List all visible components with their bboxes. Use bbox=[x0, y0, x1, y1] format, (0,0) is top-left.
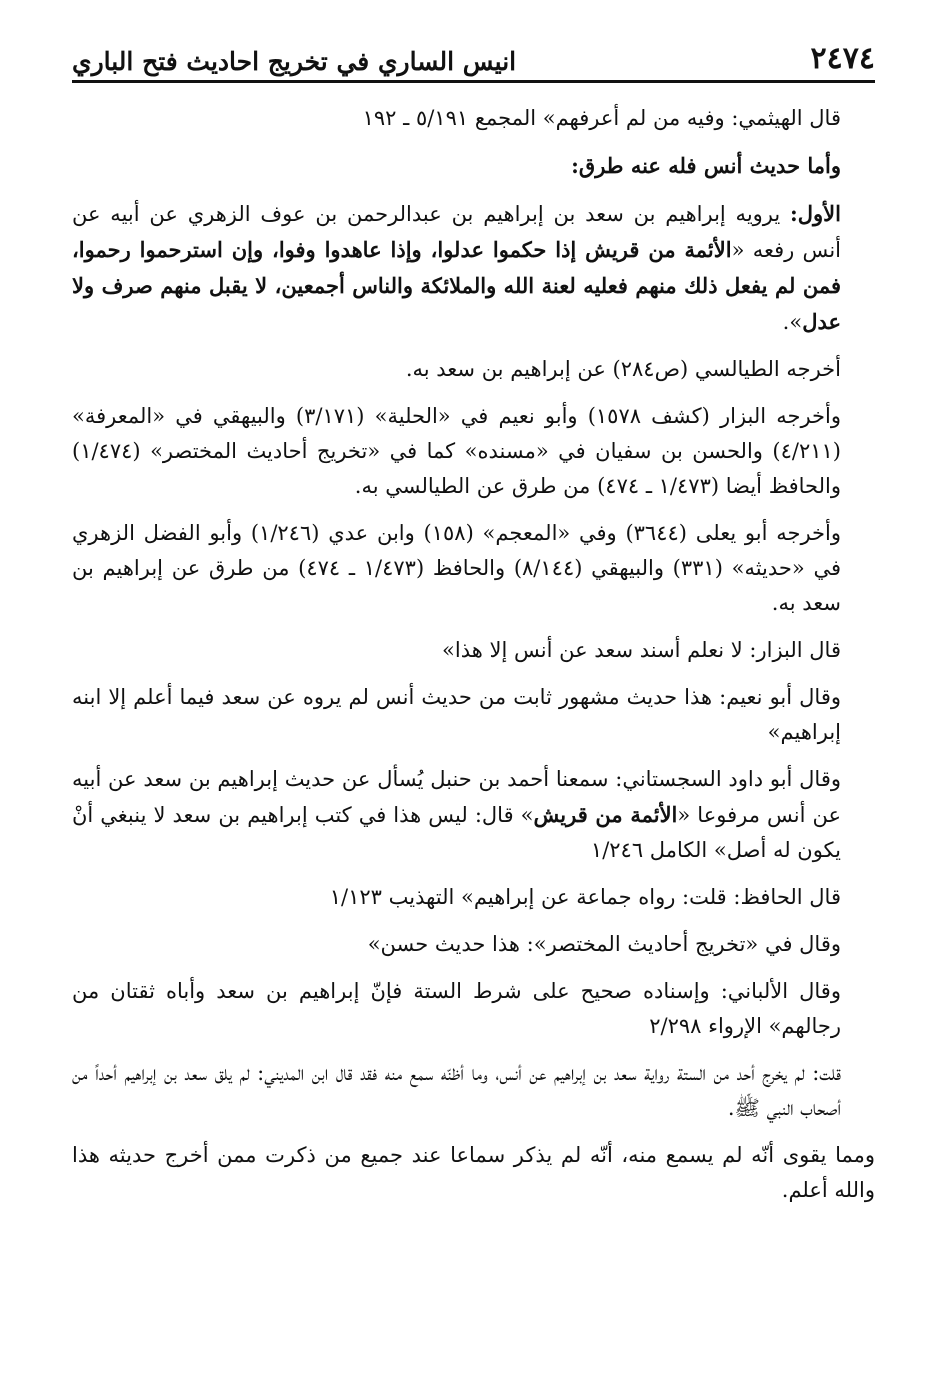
section-heading-text: وأما حديث أنس فله عنه طرق: bbox=[571, 153, 841, 178]
paragraph-abu-dawud bbox=[72, 762, 875, 868]
hadith-text: الأئمة من قريش إذا حكموا عدلوا، وإذا عاهدوا وفوا، وإن استرحموا رحموا، فمن لم يفعل ذلك منهم فعليه لعنة الله والملائكة والناس أجمعين، لا يقبل منهم صرف ولا عدل bbox=[72, 237, 841, 334]
running-title: انيس الساري في تخريج احاديث فتح الباري bbox=[72, 47, 517, 76]
paragraph-author-note: قلت: لم يخرج أحد من الستة رواية سعد بن إبراهيم عن أنس، وما أظنّه سمع منه فقد قال ابن المديني: لم يلق سعد بن إبراهيم أحداً من أصحاب النبي ﷺ. bbox=[72, 1061, 841, 1120]
paragraph-haythami: قال الهيثمي: وفيه من لم أعرفهم» المجمع ٥/١٩١ ـ ١٩٢ bbox=[362, 106, 841, 130]
abu-dawud-text-b: » قال: ليس هذا في كتب إبراهيم بن سعد لا ينبغي أنْ يكون له أصل» الكامل ١/٢٤٦ bbox=[72, 803, 841, 862]
paragraph-abu-yala: وأخرجه أبو يعلى (٣٦٤٤) وفي «المعجم» (١٥٨) وابن عدي (١/٢٤٦) وأبو الفضل الزهري في «حديثه» (٣٣١) والبيهقي (٨/١٤٤) والحافظ (١/٤٧٣ ـ ٤٧٤) من طرق عن إبراهيم بن سعد به. bbox=[72, 521, 842, 615]
paragraph-hafiz: قال الحافظ: قلت: رواه جماعة عن إبراهيم» التهذيب ١/١٢٣ bbox=[329, 885, 841, 909]
abu-dawud-bold: الأئمة من قريش bbox=[533, 802, 678, 827]
paragraph-bazzar: وأخرجه البزار (كشف ١٥٧٨) وأبو نعيم في «الحلية» (٣/١٧١) والبيهقي في «المعرفة» (٤/٢١١) والحسن بن سفيان في «مسنده» كما في «تخريج أحاديث المختصر» (١/٤٧٤) والحافظ أيضا (١/٤٧٣ ـ ٤٧٤) من طرق عن الطيالسي به. bbox=[72, 404, 842, 498]
paragraph-conclusion: ومما يقوى أنّه لم يسمع منه، أنّه لم يذكر سماعا عند جميع من ذكرت ممن أخرج حديثه هذا والله أعلم. bbox=[72, 1143, 875, 1202]
paragraph-albani: وقال الألباني: وإسناده صحيح على شرط الستة فإنّ إبراهيم بن سعد وأباه ثقتان من رجالهم» الإرواء ٢/٢٩٨ bbox=[72, 979, 841, 1038]
paragraph-abu-nuaym: وقال أبو نعيم: هذا حديث مشهور ثابت من حديث أنس لم يروه عن سعد فيما أعلم إلا ابنه إبراهيم» bbox=[72, 685, 841, 744]
first-route-close: ». bbox=[782, 310, 803, 334]
paragraph-bazzar-comment: قال البزار: لا نعلم أسند سعد عن أنس إلا هذا» bbox=[442, 638, 841, 662]
paragraph-tayalisi: أخرجه الطيالسي (ص٢٨٤) عن إبراهيم بن سعد به. bbox=[405, 357, 841, 381]
paragraph-first-route bbox=[72, 196, 875, 340]
page-header bbox=[72, 34, 875, 74]
abu-dawud-text-a: وقال أبو داود السجستاني: سمعنا أحمد بن حنبل يُسأل عن حديث إبراهيم بن سعد عن أبيه عن أنس مرفوعا « bbox=[72, 767, 842, 827]
page-number: ٢٤٧٤ bbox=[810, 41, 875, 76]
first-route-text: يرويه إبراهيم بن سعد بن إبراهيم بن عبدالرحمن بن عوف الزهري عن أبيه عن أنس رفعه « bbox=[72, 202, 841, 262]
first-label: الأول: bbox=[790, 201, 841, 226]
section-heading bbox=[72, 148, 875, 184]
paragraph-takhrij: وقال في «تخريج أحاديث المختصر»: هذا حديث حسن» bbox=[367, 932, 841, 956]
header-rule bbox=[72, 80, 875, 83]
page-body bbox=[72, 101, 875, 1208]
